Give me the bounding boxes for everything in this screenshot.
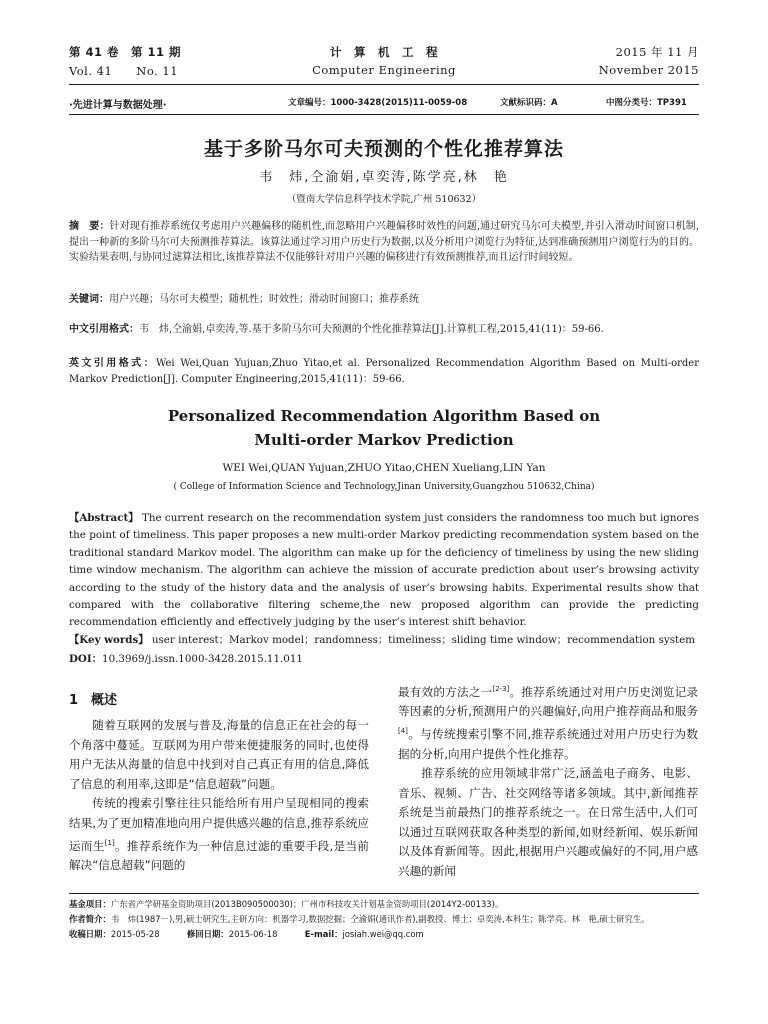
author-bio <box>69 912 699 927</box>
meta-rule <box>69 114 699 115</box>
fund-label: 基金项目： <box>69 899 111 909</box>
body-text: 。推荐系统通过对用户历史浏览记录等因素的分析,预测用户的兴趣偏好,向用户推荐商品和服务 <box>398 684 698 719</box>
keywords-en-text: user interest；Markov model；randomness；timeliness；sliding time window；recommendation system <box>148 634 695 646</box>
keywords-cn <box>69 292 699 308</box>
body-text: 。推荐系统作为一种信息过滤的重要手段,是当前解决“信息超载”问题的 <box>69 838 369 873</box>
citation-ref: [4] <box>398 727 408 736</box>
fund-text: 广东省产学研基金资助项目(2013B090500030)；广州市科技攻关计划基金资助项目(2014Y2-00133)。 <box>110 899 504 909</box>
dates-line <box>69 927 699 942</box>
citation-ref: [1] <box>104 838 115 847</box>
citation-cn-label: 中文引用格式： <box>69 324 139 335</box>
doi <box>69 650 699 665</box>
volume-issue-cn: 第 41 卷 第 11 期 <box>69 45 182 59</box>
document-code: 文献标识码：A <box>500 98 558 108</box>
body-paragraph <box>69 794 369 875</box>
journal-name-cn: 计 算 机 工 程 <box>330 45 438 59</box>
email-address[interactable]: josiah.wei@qq.com <box>342 929 424 939</box>
footnote-rule <box>69 893 699 894</box>
abstract-cn <box>69 219 699 266</box>
keywords-cn-text: 用户兴趣；马尔可夫模型；随机性；时效性；滑动时间窗口；推荐系统 <box>109 294 419 305</box>
citation-cn <box>69 322 699 338</box>
paper-title-en-line2: Multi-order Markov Prediction <box>254 431 514 449</box>
article-number: 文章编号：1000-3428(2015)11-0059-08 <box>288 98 468 108</box>
abstract-en-label: 【Abstract】 <box>69 512 139 524</box>
affiliation-cn: （暨南大学信息科学技术学院,广州 510632） <box>286 194 482 205</box>
email-label: E-mail： <box>304 929 343 939</box>
column-label: ·先进计算与数据处理· <box>69 100 167 111</box>
revised-label: 修回日期： <box>186 929 229 939</box>
body-column-right <box>398 680 698 882</box>
classification-number: 中图分类号：TP391 <box>606 98 687 108</box>
affiliation-en: ( College of Information Science and Technology,Jinan University,Guangzhou 510632,China) <box>173 482 595 492</box>
doi-value: 10.3969/j.issn.1000-3428.2015.11.011 <box>102 653 303 665</box>
abstract-cn-text: 针对现有推荐系统仅考虑用户兴趣偏移的随机性,而忽略用户兴趣偏移时效性的问题,通过研究马尔可夫模型,并引入滑动时间窗口机制,提出一种新的多阶马尔可夫预测推荐算法。该算法通过学习用户历史行为数据,以及分析用户浏览行为特征,达到准确预测用户浏览行为的目的。实验结果表明,与协同过滤算法相比,该推荐算法不仅能够针对用户兴趣的偏移进行有效预测推荐,而且运行时间较短。 <box>69 221 700 263</box>
keywords-en-label: 【Key words】 <box>69 634 149 646</box>
doi-label: DOI： <box>69 653 103 665</box>
citation-en-label: 英文引用格式： <box>69 358 157 369</box>
author-bio-text: 韦 炜(1987－),男,硕士研究生,主研方向：机器学习,数据挖掘；仝渝娟(通讯作者),副教授、博士；卓奕涛,本科生；陈学亮、林 艳,硕士研究生。 <box>110 914 650 924</box>
header-rule <box>69 84 699 85</box>
fund-note <box>69 897 699 912</box>
volume-issue-en: Vol. 41 No. 11 <box>69 64 179 78</box>
revised-date: 2015-06-18 <box>228 929 278 939</box>
paper-title-en-line1: Personalized Recommendation Algorithm Based on <box>167 407 601 425</box>
body-paragraph <box>398 680 698 764</box>
received-label: 收稿日期： <box>69 929 111 939</box>
body-paragraph: 推荐系统的应用领域非常广泛,涵盖电子商务、电影、音乐、视频、广告、社交网络等诸多领域。其中,新闻推荐系统是当前最热门的推荐系统之一。在日常生活中,人们可以通过互联网获取各种类型的新闻,如财经新闻、娱乐新闻以及体育新闻等。因此,根据用户兴趣或偏好的不同,用户感兴趣的新闻 <box>398 766 698 879</box>
authors-en: WEI Wei,QUAN Yujuan,ZHUO Yitao,CHEN Xueliang,LIN Yan <box>222 462 546 474</box>
abstract-cn-label: 摘 要： <box>69 221 110 232</box>
citation-cn-text: 韦 炜,仝渝娟,卓奕涛,等.基于多阶马尔可夫预测的个性化推荐算法[J].计算机工程,2015,41(11)：59-66. <box>139 324 604 335</box>
body-text: 传统的搜索引擎往往只能给所有用户呈现相同的搜索结果,为了更加精准地向用户提供感兴趣的信息,推荐系统应运而生 <box>69 796 369 853</box>
issue-date-en: November 2015 <box>598 63 699 77</box>
author-bio-label: 作者简介： <box>69 914 111 924</box>
keywords-en <box>69 632 699 649</box>
abstract-en-text: The current research on the recommendation system just considers the randomness too much but ignores the point of timeliness. This paper proposes a new multi-order Markov predicting recommendation system based on the traditional standard Markov model. The algorithm can make up for the deficiency of timeliness by using the new sliding time window mechanism. The algorithm can achieve the mission of accurate prediction about user’s browsing activity according to the study of the history data and the analysis of user’s browsing habits. Experimental results show that compared with the collaborative filtering scheme,the new proposed algorithm can provide the predicting recommendation efficiently and effectively judging by the user’s interest shift behavior. <box>69 512 699 629</box>
body-column-left <box>69 716 369 876</box>
citation-en-text: Wei Wei,Quan Yujuan,Zhuo Yitao,et al. Personalized Recommendation Algorithm Based on Multi-order Markov Prediction[J]. Computer Engineering,2015,41(11)：59-66. <box>69 358 700 385</box>
issue-date-cn: 2015 年 11 月 <box>615 45 699 59</box>
section-heading: 1 概述 <box>69 693 118 708</box>
authors-cn: 韦 炜,仝渝娟,卓奕涛,陈学亮,林 艳 <box>259 170 509 185</box>
body-text: 最有效的方法之一 <box>398 684 493 699</box>
keywords-cn-label: 关键词： <box>69 294 109 305</box>
abstract-en <box>69 510 699 632</box>
paper-title-cn: 基于多阶马尔可夫预测的个性化推荐算法 <box>203 138 564 160</box>
journal-name-en: Computer Engineering <box>312 63 456 77</box>
paper-title-en <box>0 404 768 452</box>
citation-ref: [2-3] <box>492 685 510 693</box>
footnote <box>69 897 699 942</box>
body-text: 。与传统搜索引擎不同,推荐系统通过对用户历史行为数据的分析,向用户提供个性化推荐。 <box>398 726 698 761</box>
body-paragraph: 随着互联网的发展与普及,海量的信息正在社会的每一个角落中蔓延。互联网为用户带来便捷服务的同时,也使得用户无法从海量的信息中找到对自己真正有用的信息,降低了信息的利用率,这即是“信息超载”问题。 <box>69 718 369 791</box>
received-date: 2015-05-28 <box>110 929 160 939</box>
citation-en <box>69 356 699 387</box>
